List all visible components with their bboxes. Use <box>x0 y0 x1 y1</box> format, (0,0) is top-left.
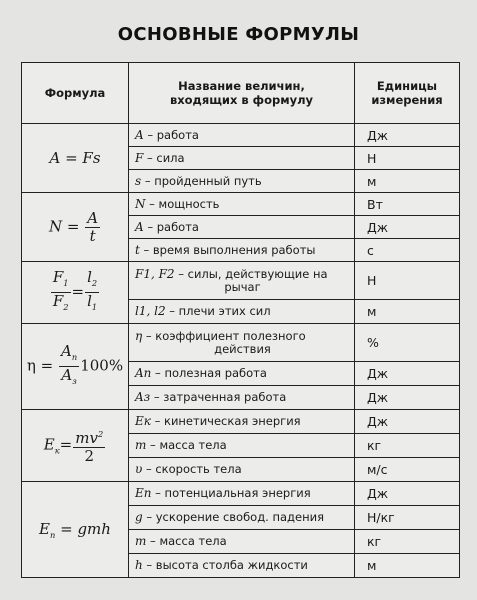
formula-kinetic-energy: $E_к=$ $\frac{mv^2}{2}$ <box>22 410 129 482</box>
quantity-description: F – сила <box>129 147 355 170</box>
table-row <box>22 410 460 434</box>
quantity-description: F1, F2 – силы, действующие на рычаг <box>129 262 355 300</box>
unit-cell: Н/кг <box>355 506 460 530</box>
quantity-description: m – масса тела <box>129 530 355 554</box>
quantity-description: Aз – затраченная работа <box>129 386 355 410</box>
quantity-description: υ – скорость тела <box>129 458 355 482</box>
unit-cell: кг <box>355 434 460 458</box>
header-unit-line1: Единицы <box>376 79 438 93</box>
table-row <box>22 324 460 362</box>
page-title: ОСНОВНЫЕ ФОРМУЛЫ <box>117 24 360 45</box>
unit-cell: Дж <box>355 216 460 239</box>
unit-cell: с <box>355 239 460 262</box>
unit-cell: Дж <box>355 386 460 410</box>
quantity-description: A – работа <box>129 124 355 147</box>
header-row <box>22 63 460 124</box>
quantity-description: l1, l2 – плечи этих сил <box>129 300 355 324</box>
unit-cell: Н <box>355 262 460 300</box>
quantity-description: t – время выполнения работы <box>129 239 355 262</box>
quantity-description: Eк – кинетическая энергия <box>129 410 355 434</box>
header-name-line1: Название величин, <box>178 79 305 93</box>
unit-cell: Н <box>355 147 460 170</box>
quantity-description: Eп – потенциальная энергия <box>129 482 355 506</box>
unit-cell: Дж <box>355 124 460 147</box>
header-name-line2: входящих в формулу <box>169 93 314 107</box>
table-row <box>22 262 460 300</box>
formula-table <box>21 62 460 578</box>
unit-cell: м/с <box>355 458 460 482</box>
formula-potential-energy: $E_п$ = gmh <box>22 482 129 578</box>
header-unit-line2: измерения <box>371 93 443 107</box>
table-row <box>22 124 460 147</box>
unit-cell: % <box>355 324 460 362</box>
unit-cell: м <box>355 554 460 578</box>
quantity-description: s – пройденный путь <box>129 170 355 193</box>
header-formula: Формула <box>22 63 129 124</box>
formula-efficiency: η = $\frac{A_п}{A_з}$ 100% <box>22 324 129 410</box>
unit-cell: м <box>355 300 460 324</box>
unit-cell: Вт <box>355 193 460 216</box>
quantity-description: η – коэффициент полезного действия <box>129 324 355 362</box>
quantity-description: h – высота столба жидкости <box>129 554 355 578</box>
table-row <box>22 482 460 506</box>
header-name <box>129 63 355 124</box>
table-row <box>22 193 460 216</box>
formula-lever: $\frac{F_1}{F_2}$ = $\frac{l_2}{l_1}$ <box>22 262 129 324</box>
unit-cell: Дж <box>355 410 460 434</box>
formula-power: N = $\frac{A}{t}$ <box>22 193 129 262</box>
quantity-description: N – мощность <box>129 193 355 216</box>
header-unit <box>355 63 460 124</box>
quantity-description: g – ускорение свобод. падения <box>129 506 355 530</box>
unit-cell: кг <box>355 530 460 554</box>
quantity-description: Aп – полезная работа <box>129 362 355 386</box>
quantity-description: A – работа <box>129 216 355 239</box>
unit-cell: Дж <box>355 362 460 386</box>
unit-cell: Дж <box>355 482 460 506</box>
quantity-description: m – масса тела <box>129 434 355 458</box>
unit-cell: м <box>355 170 460 193</box>
formula-work: A = Fs <box>22 124 129 193</box>
